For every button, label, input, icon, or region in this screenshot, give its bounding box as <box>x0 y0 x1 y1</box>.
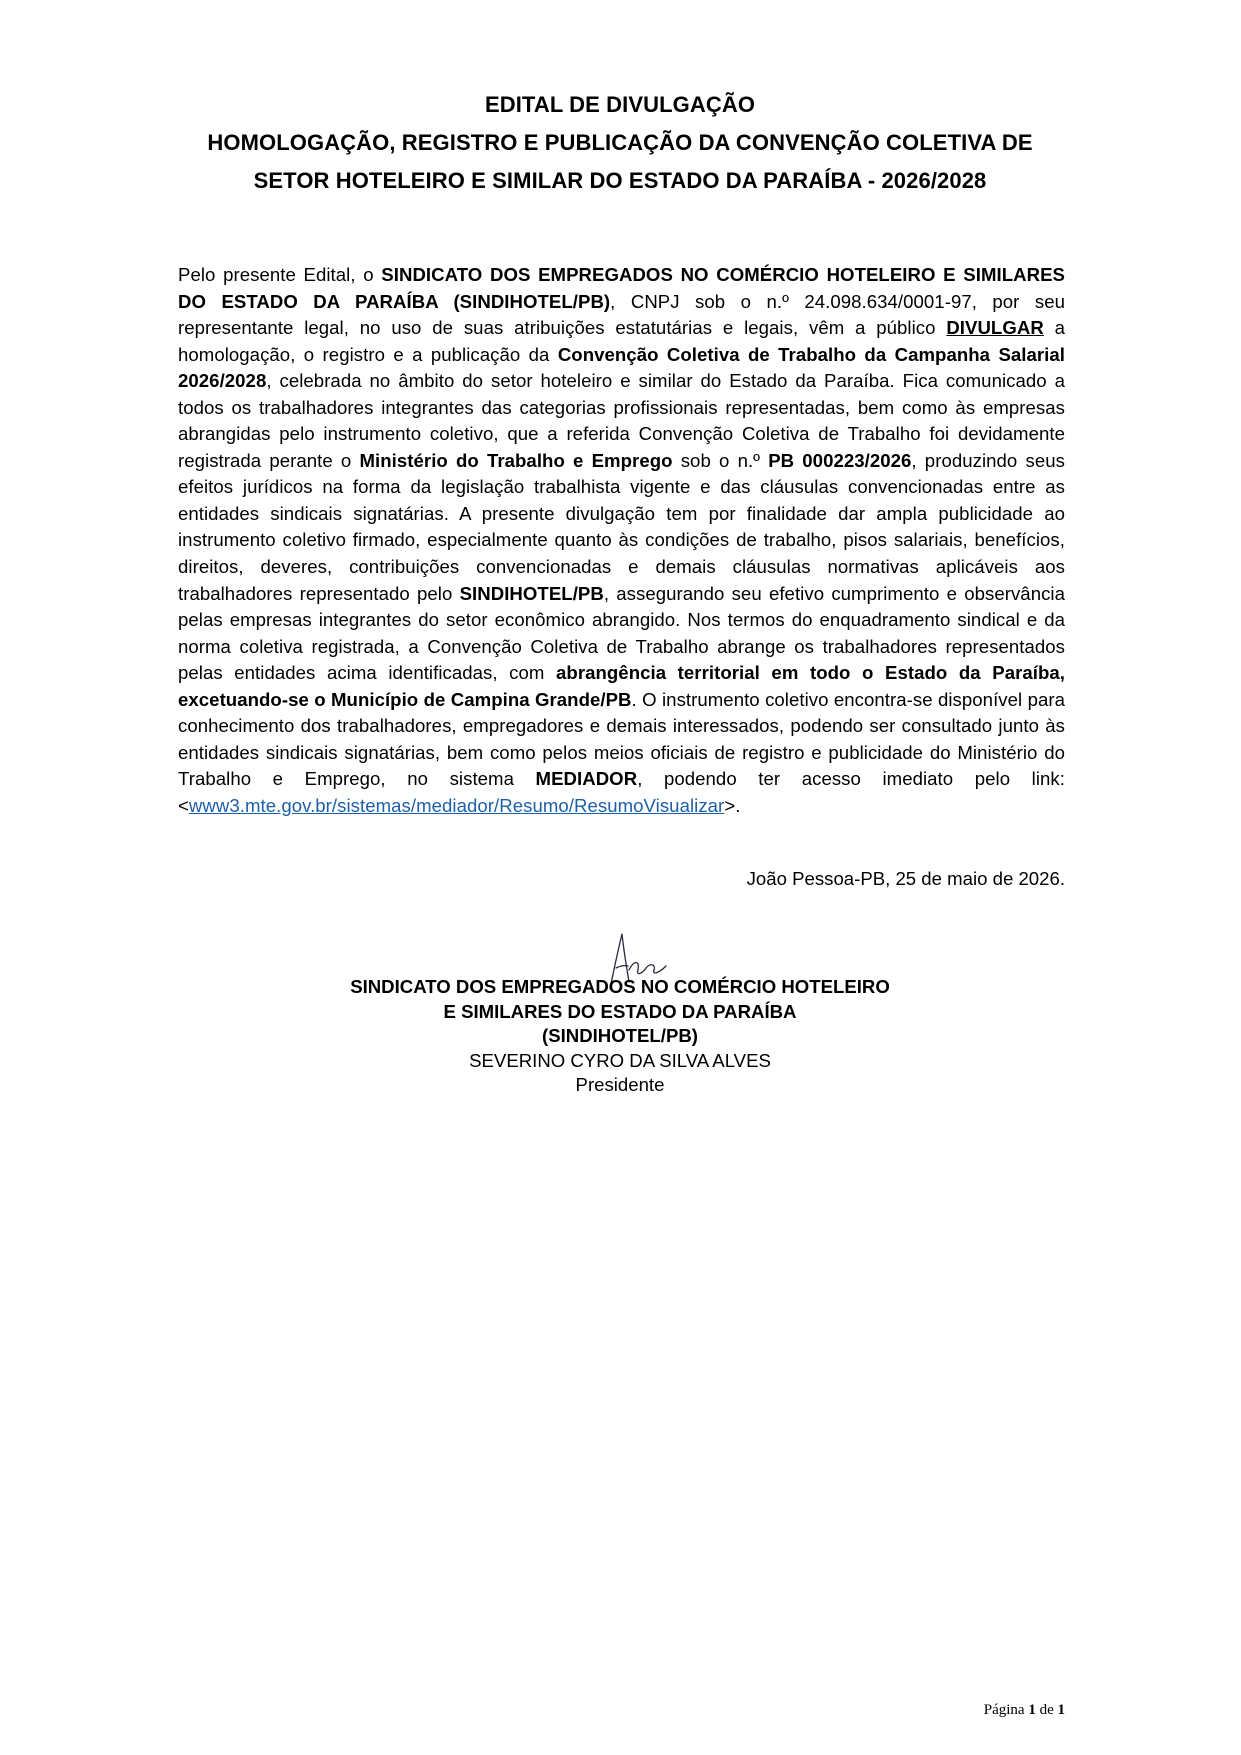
date-location: João Pessoa-PB, 25 de maio de 2026. <box>746 868 1065 889</box>
footer-of-word: de <box>1039 1702 1054 1718</box>
body-text-segment: , celebrada no âmbito do setor hoteleiro e similar do Estado da Paraíba. Fica comunicado a todos os trabalhadores integrantes das categorias profissionais representadas, bem como às empresas abrangidas pelo instrumento coletivo, que a referida Convenção Coletiva de Trabalho foi devidamente registrada perante o <box>178 370 1065 471</box>
signatory-block <box>250 975 990 1098</box>
body-text-segment: , podendo ter acesso imediato pelo link: < <box>178 768 1065 816</box>
body-text-segment: , produzindo seus efeitos jurídicos na forma da legislação trabalhista vigente e das cláusulas convencionadas entre as entidades sindicais signatárias. A presente divulgação tem por finalidade dar ampla publicidade ao instrumento coletivo firmado, especialmente quanto às condições de trabalho, pisos salariais, benefícios, direitos, deveres, contribuições convencionadas e demais cláusulas normativas aplicáveis aos trabalhadores representado pelo <box>178 449 1065 604</box>
body-text-segment: a homologação, o registro e a publicação da <box>178 317 1066 365</box>
title-line-1: EDITAL DE DIVULGAÇÃO <box>484 92 756 117</box>
convention-name-bold: Convenção Coletiva de Trabalho da Campanha Salarial 2026/2028 <box>178 343 1066 392</box>
signatory-org-line-2: E SIMILARES DO ESTADO DA PARAÍBA <box>443 1000 797 1022</box>
territorial-scope-bold: abrangência territorial em todo o Estado da Paraíba, excetuando-se o Município de Campina Grande/PB <box>178 662 1065 710</box>
body-text-segment: , CNPJ sob o n.º 24.098.634/0001-97, por seu representante legal, no uso de suas atribuições estatutárias e legais, vêm a público <box>178 290 1065 339</box>
body-text-segment: >. <box>724 794 741 816</box>
page-number-footer <box>960 1700 1065 1720</box>
title-line-2: HOMOLOGAÇÃO, REGISTRO E PUBLICAÇÃO DA CONVENÇÃO COLETIVA DE <box>207 130 1033 155</box>
body-text-segment: , assegurando seu efetivo cumprimento e observância pelas empresas integrantes do setor econômico abrangido. Nos termos do enquadramento sindical e da norma coletiva registrada, a Convenção Coletiva de Trabalho abrange os trabalhadores representados pelas entidades acima identificadas, com <box>178 582 1066 684</box>
ministry-name-bold: Ministério do Trabalho e Emprego <box>359 449 673 471</box>
footer-total-pages: 1 <box>1057 1702 1065 1718</box>
signatory-org-line-1: SINDICATO DOS EMPREGADOS NO COMÉRCIO HOTELEIRO <box>350 976 890 997</box>
edital-body-paragraph <box>178 262 1065 819</box>
union-acronym-bold: SINDIHOTEL/PB <box>459 582 604 604</box>
document-title <box>150 86 1090 200</box>
title-line-3: SETOR HOTELEIRO E SIMILAR DO ESTADO DA PARAÍBA - 2026/2028 <box>253 168 987 193</box>
union-name-bold: SINDICATO DOS EMPREGADOS NO COMÉRCIO HOTELEIRO E SIMILARES DO ESTADO DA PARAÍBA (SINDIHOTEL/PB) <box>178 264 1065 312</box>
mediador-link[interactable]: www3.mte.gov.br/sistemas/mediador/Resumo/ResumoVisualizar <box>188 794 725 816</box>
signatory-name: SEVERINO CYRO DA SILVA ALVES <box>469 1049 771 1071</box>
registration-number-bold: PB 000223/2026 <box>768 449 912 471</box>
footer-current-page: 1 <box>1028 1702 1036 1718</box>
signatory-role: Presidente <box>575 1074 665 1095</box>
signatory-org-line-3: (SINDIHOTEL/PB) <box>542 1025 698 1046</box>
divulgar-emphasis: DIVULGAR <box>946 317 1044 339</box>
body-text-segment: sob o n.º <box>672 449 769 471</box>
body-text-segment: . O instrumento coletivo encontra-se disponível para conhecimento dos trabalhadores, empregadores e demais interessados, podendo ser consultado junto às entidades sindicais signatárias, bem como pelos meios oficiais de registro e publicidade do Ministério do Trabalho e Emprego, no sistema <box>178 688 1065 790</box>
mediador-system-bold: MEDIADOR <box>535 768 638 790</box>
body-text-segment: Pelo presente Edital, o <box>178 264 382 285</box>
footer-page-word: Página <box>983 1702 1025 1718</box>
